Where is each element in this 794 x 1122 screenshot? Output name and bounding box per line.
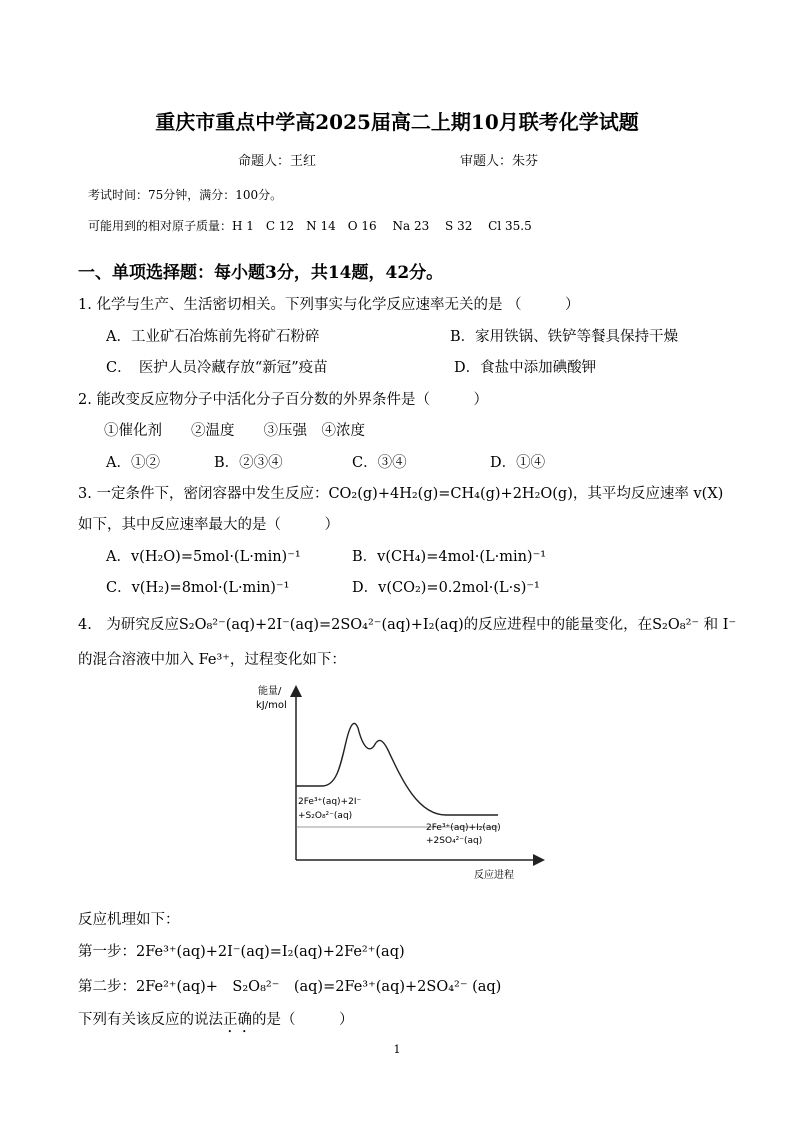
question-3-line-2: 如下，其中反应速率最大的是（ ） — [78, 517, 339, 533]
section-heading: 一、单项选择题：每小题3分，共14题，42分。 — [78, 263, 444, 283]
page-number: 1 — [393, 1043, 401, 1056]
question-1-stem: 1. 化学与生产、生活密切相关。下列事实与化学反应速率无关的是 （ ） — [78, 297, 580, 313]
question-3-option-b: B．v(CH₄)=4mol·(L·min)⁻¹ — [352, 549, 547, 565]
atomic-masses: 可能用到的相对原子质量：H 1 C 12 N 14 O 16 Na 23 S 32 Cl 35.5 — [88, 219, 532, 233]
y-axis-label-1: 能量/ — [258, 686, 282, 697]
mechanism-intro: 反应机理如下： — [78, 912, 180, 928]
mechanism-step-1: 第一步：2Fe³⁺(aq)+2I⁻(aq)=I₂(aq)+2Fe²⁺(aq) — [78, 944, 405, 960]
question-4-line-1: 4. 为研究反应S₂O₈²⁻(aq)+2I⁻(aq)=2SO₄²⁻(aq)+I₂(aq)的反应进程中的能量变化，在S₂O₈²⁻ 和 I⁻ — [78, 617, 737, 633]
question-1-option-d: D．食盐中添加碘酸钾 — [454, 360, 597, 376]
question-1-option-c: C． 医护人员冷藏存放“新冠”疫苗 — [106, 360, 328, 376]
question-4-ask-pre: 下列有关该反应的说法 — [78, 1012, 223, 1028]
question-2-option-a: A．①② — [106, 455, 160, 471]
question-2-stem: 2. 能改变反应物分子中活化分子百分数的外界条件是（ ） — [78, 392, 488, 408]
question-3-option-d: D．v(CO₂)=0.2mol·(L·s)⁻¹ — [352, 580, 540, 596]
question-1-option-a: A．工业矿石冶炼前先将矿石粉碎 — [106, 329, 320, 345]
question-2-items: ①催化剂 ②温度 ③压强 ④浓度 — [104, 423, 365, 439]
question-4-line-2: 的混合溶液中加入 Fe³⁺，过程变化如下： — [78, 652, 346, 668]
question-2-option-b: B．②③④ — [214, 455, 283, 471]
question-3-option-c: C．v(H₂)=8mol·(L·min)⁻¹ — [106, 580, 290, 596]
reactants-label-1: 2Fe³⁺(aq)+2I⁻ — [298, 797, 362, 807]
question-4-ask-emphasis: 正确 — [223, 1012, 252, 1028]
question-3-line-1: 3. 一定条件下，密闭容器中发生反应：CO₂(g)+4H₂(g)=CH₄(g)+2H₂O(g)，其平均反应速率 v(X) — [78, 486, 724, 502]
x-axis-label: 反应进程 — [474, 870, 514, 881]
question-3-option-a: A．v(H₂O)=5mol·(L·min)⁻¹ — [106, 549, 301, 565]
energy-profile-diagram — [250, 680, 550, 882]
exam-info: 考试时间：75分钟，满分：100分。 — [88, 188, 283, 202]
reactants-label-2: +S₂O₈²⁻(aq) — [298, 811, 353, 821]
question-2-option-c: C．③④ — [352, 455, 407, 471]
y-axis-label-2: kJ/mol — [256, 700, 287, 711]
page-title: 重庆市重点中学高2025届高二上期10月联考化学试题 — [155, 110, 639, 134]
mechanism-step-2: 第二步：2Fe²⁺(aq)+ S₂O₈²⁻ (aq)=2Fe³⁺(aq)+2SO₄²⁻ (aq) — [78, 979, 502, 995]
question-2-option-d: D．①④ — [490, 455, 546, 471]
question-1-option-b: B．家用铁锅、铁铲等餐具保持干燥 — [450, 329, 679, 345]
products-label-2: +2SO₄²⁻(aq) — [426, 836, 483, 846]
question-4-ask-post: 的是（ ） — [252, 1012, 354, 1028]
reviewer: 审题人：朱芬 — [460, 154, 539, 169]
products-label-1: 2Fe³⁺(aq)+I₂(aq) — [426, 823, 501, 833]
author: 命题人：王红 — [238, 154, 317, 169]
question-4-ask — [78, 1008, 354, 1036]
